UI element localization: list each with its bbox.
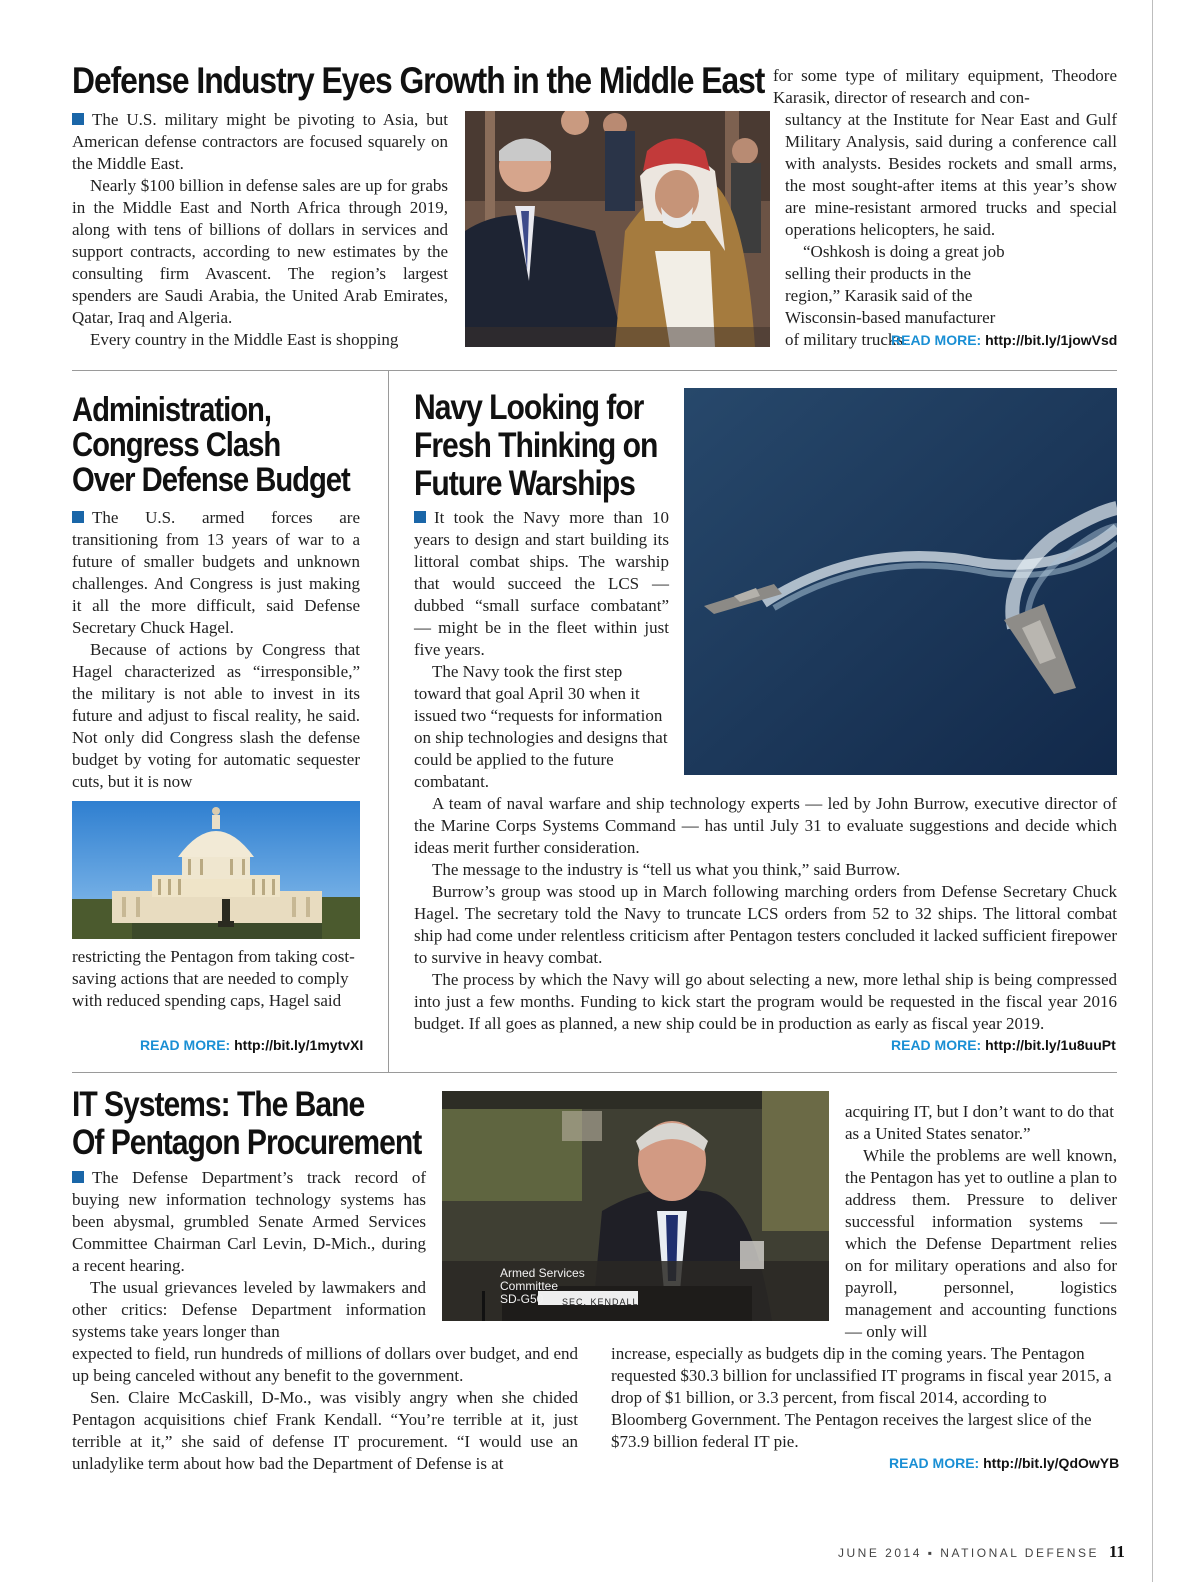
article4-headline: IT Systems: The Bane Of Pentagon Procurement <box>72 1085 422 1162</box>
article1-column-2 <box>785 109 1117 351</box>
article3-paragraph: The message to the industry is “tell us what you think,” said Burrow. <box>432 860 901 879</box>
littoral-combat-ships-photo <box>684 388 1117 775</box>
article3-column-wide <box>414 793 1117 1035</box>
article1-paragraph: sultancy at the Institute for Near East and Gulf Military Analysis, said during a conference call with analysts. Besides rockets and small arms, the most sought-after items at this year’s show are mine-resistant armored trucks and special operations helicopters, he said. <box>785 110 1117 239</box>
article2-read-more[interactable]: READ MORE: http://bit.ly/1mytvXI <box>140 1037 364 1053</box>
article2-paragraph: The U.S. armed forces are transitioning from 13 years of war to a future of smaller budgets and unknown challenges. And Congress is just making it all the more difficult, said Defense Secretary Chuck Hagel. <box>72 508 360 637</box>
article1-paragraph: for some type of military equipment, Theodore Karasik, director of research and con- <box>773 66 1117 107</box>
article4-paragraph: The Defense Department’s track record of buying new information technology systems has been abysmal, grumbled Senate Armed Services Committee Chairman Carl Levin, D-Mich., during a recent hearing. <box>72 1168 426 1275</box>
article4-read-more-link[interactable]: http://bit.ly/QdOwYB <box>983 1455 1120 1471</box>
article1-paragraph: “Oshkosh is doing a great job selling their products in the region,” Karasik said of the Wisconsin-based manufacturer of military trucks. <box>785 242 1005 349</box>
page-footer <box>838 1542 1125 1562</box>
nameplate: SEC. KENDALL <box>562 1297 639 1307</box>
article3-read-more[interactable]: READ MORE: http://bit.ly/1u8uuPt <box>891 1037 1116 1053</box>
article4-paragraph: The usual grievances leveled by lawmakers and other critics: Defense Department information systems take years longer than <box>72 1278 426 1341</box>
article2-paragraph: restricting the Pentagon from taking cost-saving actions that are needed to comply with reduced spending caps, Hagel said <box>72 947 355 1010</box>
hagel-saudi-photo <box>465 111 770 347</box>
article2-paragraph: Because of actions by Congress that Hagel characterized as “irresponsible,” the military is not able to invest in its future and adjust to fiscal reality, he said. Not only did Congress slash the defense budget by voting for automatic sequester cuts, but it is now <box>72 640 360 791</box>
article3-read-more-link[interactable]: http://bit.ly/1u8uuPt <box>985 1037 1116 1053</box>
kendall-hearing-photo <box>442 1091 829 1321</box>
article3-headline: Navy Looking for Fresh Thinking on Future Warships <box>414 388 658 503</box>
article4-column-left-bottom <box>72 1343 578 1475</box>
section-divider <box>72 370 1117 371</box>
article1-paragraph: Every country in the Middle East is shopping <box>90 330 399 349</box>
article4-paragraph: expected to field, run hundreds of millions of dollars over budget, and end up being canceled without any benefit to the government. <box>72 1344 578 1385</box>
article3-paragraph: A team of naval warfare and ship technology experts — led by John Burrow, executive director of the Marine Corps Systems Command — has until July 31 to evaluate suggestions and decide which ideas merit further consideration. <box>414 794 1117 857</box>
article3-paragraph: The process by which the Navy will go about selecting a new, more lethal ship is being compressed into just a few months. Funding to kick start the program would be requested in the fiscal year 2016 budget. If all goes as planned, a new ship could be in production as early as fiscal year 2019. <box>414 970 1117 1033</box>
article3-paragraph: It took the Navy more than 10 years to design and start building its littoral combat ships. The warship that would succeed the LCS — dubbed “small surface combatant” — might be in the fleet within just five years. <box>414 508 669 659</box>
article4-paragraph: acquiring IT, but I don’t want to do that as a United States senator.” <box>845 1102 1114 1143</box>
article2-column-top <box>72 507 360 793</box>
committee-caption: Armed Services Committee SD-G50 <box>500 1266 585 1306</box>
article1-read-more[interactable]: READ MORE: http://bit.ly/1jowVsd <box>891 332 1118 348</box>
article4-column-right-bottom <box>611 1343 1117 1453</box>
capitol-photo <box>72 801 360 939</box>
article4-paragraph: increase, especially as budgets dip in the coming years. The Pentagon requested $30.3 billion for unclassified IT programs in fiscal year 2015, a drop of $1 billion, or 3.3 percent, from fiscal 2014, according to Bloomberg Government. The Pentagon receives the largest slice of the $73.9 billion federal IT pie. <box>611 1344 1112 1451</box>
article3-paragraph: The Navy took the first step toward that goal April 30 when it issued two “requests for information on ship technologies and designs that could be applied to the future combatant. <box>414 662 668 791</box>
bullet-square-icon <box>72 511 84 523</box>
article3-paragraph: Burrow’s group was stood up in March following marching orders from Defense Secretary Chuck Hagel. The secretary told the Navy to truncate LCS orders from 52 to 32 ships. The littoral combat ship had come under relentless criticism after Pentagon testers concluded it lacked sufficient firepower to survive in heavy combat. <box>414 882 1117 967</box>
article1-column-1 <box>72 109 448 351</box>
column-divider <box>388 370 389 1072</box>
article3-column-narrow <box>414 507 669 793</box>
article1-headline: Defense Industry Eyes Growth in the Middle East <box>72 60 765 101</box>
article1-column-2-top <box>773 65 1117 109</box>
article1-paragraph: Nearly $100 billion in defense sales are up for grabs in the Middle East and North Africa through 2019, along with tens of billions of dollars in services and support contracts, according to new estimates by the consulting firm Avascent. The region’s largest spenders are Saudi Arabia, the United Arab Emirates, Qatar, Iraq and Algeria. <box>72 176 448 327</box>
section-divider <box>72 1072 1117 1073</box>
bullet-square-icon <box>72 1171 84 1183</box>
article4-read-more[interactable]: READ MORE: http://bit.ly/QdOwYB <box>889 1455 1120 1471</box>
article1-read-more-link[interactable]: http://bit.ly/1jowVsd <box>985 332 1118 348</box>
page-edge-rule <box>1152 0 1153 1582</box>
article2-read-more-link[interactable]: http://bit.ly/1mytvXI <box>234 1037 364 1053</box>
article4-column-left-top <box>72 1167 426 1343</box>
article4-paragraph: Sen. Claire McCaskill, D-Mo., was visibly angry when she chided Pentagon acquisitions chief Frank Kendall. “You’re terrible at it, just terrible at it,” she said of defense IT procurement. “I would use an unladylike term about how bad the Department of Defense is at <box>72 1388 578 1473</box>
article4-paragraph: While the problems are well known, the Pentagon has yet to outline a plan to address them. Pressure to deliver successful information systems — which the Defense Department relies on for military operations and also for payroll, personnel, logistics management and accounting functions — only will <box>845 1146 1117 1341</box>
article1-paragraph: The U.S. military might be pivoting to Asia, but American defense contractors are focused squarely on the Middle East. <box>72 110 448 173</box>
page-number: 11 <box>1108 1542 1125 1561</box>
article2-column-bottom <box>72 946 360 1012</box>
issue-line: JUNE 2014 ▪ NATIONAL DEFENSE <box>838 1546 1099 1560</box>
article4-column-right-top <box>845 1101 1117 1343</box>
bullet-square-icon <box>72 113 84 125</box>
bullet-square-icon <box>414 511 426 523</box>
article2-headline: Administration, Congress Clash Over Defense Budget <box>72 391 350 499</box>
